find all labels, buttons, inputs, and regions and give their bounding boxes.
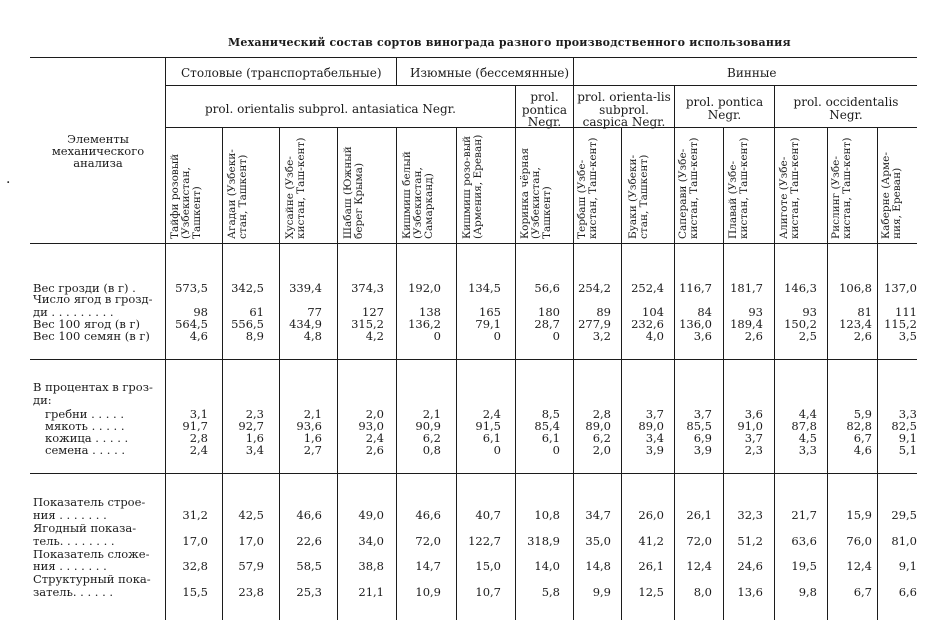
cell-seeds-100-5: 0 — [433, 329, 441, 343]
cell-berries-count-11: 93 — [748, 305, 763, 319]
cell-berries-100-5: 136,2 — [408, 317, 441, 331]
col-header-9: Буаки (Узбеки-стан, Ташкент) — [627, 154, 651, 239]
subgroup-pontica-2: prol. pontica Negr. — [685, 95, 764, 122]
label-structural-1: Структурный пока- — [33, 572, 151, 586]
cell-bunch-weight-7: 56,6 — [534, 281, 560, 295]
label-percent-1: В процентах в гроз- — [33, 380, 153, 394]
cell-seeds-100-13: 2,6 — [853, 329, 872, 343]
cell-seeds-6: 0 — [493, 443, 501, 457]
cell-pulp-1: 91,7 — [182, 419, 208, 433]
cell-bunch-weight-3: 339,4 — [289, 281, 322, 295]
cell-structure-1: 31,2 — [182, 508, 208, 522]
cell-pulp-2: 92,7 — [238, 419, 264, 433]
cell-stems-5: 2,1 — [422, 407, 441, 421]
cell-structure-13: 15,9 — [846, 508, 872, 522]
table-title: Механический состав сортов винограда разного производственного использования — [228, 36, 791, 49]
label-structure-1: Показатель строе- — [33, 495, 146, 509]
cell-seeds-4: 2,6 — [365, 443, 384, 457]
cell-seeds-3: 2,7 — [303, 443, 322, 457]
cell-berries-100-7: 28,7 — [534, 317, 560, 331]
vrule-c11 — [774, 85, 775, 620]
cell-skin-13: 6,7 — [853, 431, 872, 445]
cell-berry-9: 41,2 — [638, 534, 664, 548]
cell-structural-2: 23,8 — [238, 585, 264, 599]
cell-structure-7: 10,8 — [534, 508, 560, 522]
group-wine: Винные — [727, 66, 777, 80]
cell-skin-5: 6,2 — [422, 431, 441, 445]
cell-berries-100-6: 79,1 — [475, 317, 501, 331]
rule-block1-end — [30, 359, 917, 360]
cell-structural-12: 9,8 — [798, 585, 817, 599]
cell-berries-100-11: 189,4 — [730, 317, 763, 331]
cell-berry-14: 81,0 — [891, 534, 917, 548]
cell-stems-9: 3,7 — [645, 407, 664, 421]
cell-structure-8: 34,7 — [585, 508, 611, 522]
cell-composition-3: 58,5 — [296, 559, 322, 573]
cell-seeds-11: 2,3 — [744, 443, 763, 457]
cell-seeds-100-9: 4,0 — [645, 329, 664, 343]
label-structure-2: ния . . . . . . . — [33, 508, 107, 522]
cell-composition-2: 57,9 — [238, 559, 264, 573]
cell-skin-14: 9,1 — [898, 431, 917, 445]
cell-berry-1: 17,0 — [182, 534, 208, 548]
cell-structure-12: 21,7 — [791, 508, 817, 522]
cell-bunch-weight-1: 573,5 — [175, 281, 208, 295]
cell-skin-11: 3,7 — [744, 431, 763, 445]
cell-pulp-5: 90,9 — [415, 419, 441, 433]
cell-structure-3: 46,6 — [296, 508, 322, 522]
label-bunch-weight: Вес грозди (в г) . — [33, 281, 136, 295]
cell-berry-4: 34,0 — [358, 534, 384, 548]
cell-bunch-weight-10: 116,7 — [679, 281, 712, 295]
cell-berries-100-10: 136,0 — [679, 317, 712, 331]
cell-bunch-weight-13: 106,8 — [839, 281, 872, 295]
cell-seeds-100-7: 0 — [552, 329, 560, 343]
cell-pulp-14: 82,5 — [891, 419, 917, 433]
cell-stems-14: 3,3 — [898, 407, 917, 421]
cell-bunch-weight-14: 137,0 — [884, 281, 917, 295]
cell-bunch-weight-8: 254,2 — [578, 281, 611, 295]
cell-seeds-100-4: 4,2 — [365, 329, 384, 343]
cell-stems-3: 2,1 — [303, 407, 322, 421]
cell-seeds-13: 4,6 — [853, 443, 872, 457]
cell-skin-6: 6,1 — [482, 431, 501, 445]
vrule-c5 — [456, 127, 457, 620]
cell-stems-10: 3,7 — [693, 407, 712, 421]
cell-berries-count-4: 127 — [362, 305, 384, 319]
cell-bunch-weight-2: 342,5 — [231, 281, 264, 295]
cell-pulp-8: 89,0 — [585, 419, 611, 433]
cell-berries-100-8: 277,9 — [578, 317, 611, 331]
cell-structural-7: 5,8 — [541, 585, 560, 599]
elements-header: Элементы механического анализа — [51, 132, 145, 171]
subgroup-antasiatica: prol. orientalis subprol. antasiatica Negr. — [205, 102, 456, 116]
vrule-c7 — [573, 57, 574, 620]
cell-pulp-3: 93,6 — [296, 419, 322, 433]
subgroup-caspica: prol. orienta-lis subprol. caspica Negr. — [577, 90, 671, 130]
label-structural-2: затель. . . . . . — [33, 585, 114, 599]
cell-pulp-4: 93,0 — [358, 419, 384, 433]
cell-structure-2: 42,5 — [238, 508, 264, 522]
cell-composition-13: 12,4 — [846, 559, 872, 573]
cell-seeds-100-3: 4,8 — [303, 329, 322, 343]
vrule-c6 — [515, 85, 516, 620]
cell-structural-1: 15,5 — [182, 585, 208, 599]
col-header-6: Кишмиш розо-вый (Армения, Ереван) — [461, 134, 485, 239]
label-berries-count-2: ди . . . . . . . . . — [33, 305, 114, 319]
cell-composition-9: 26,1 — [638, 559, 664, 573]
cell-skin-9: 3,4 — [645, 431, 664, 445]
vrule-label-col — [165, 57, 166, 620]
cell-berries-100-9: 232,6 — [631, 317, 664, 331]
cell-structural-5: 10,9 — [415, 585, 441, 599]
cell-pulp-7: 85,4 — [534, 419, 560, 433]
cell-composition-5: 14,7 — [415, 559, 441, 573]
cell-pulp-13: 82,8 — [846, 419, 872, 433]
cell-berry-11: 51,2 — [737, 534, 763, 548]
cell-composition-6: 15,0 — [475, 559, 501, 573]
col-header-5: Кишмиш белый (Узбекистан, Самарканд) — [401, 151, 436, 239]
cell-composition-14: 9,1 — [898, 559, 917, 573]
cell-seeds-100-12: 2,5 — [798, 329, 817, 343]
col-header-1: Тайфи розовый (Узбекистан, Ташкент) — [169, 153, 204, 239]
cell-berries-count-10: 84 — [697, 305, 712, 319]
col-header-2: Агадаи (Узбеки-стан, Ташкент) — [226, 149, 250, 239]
rule-block2-end — [30, 473, 917, 474]
label-composition-1: Показатель сложе- — [33, 547, 150, 561]
vrule-c2 — [279, 127, 280, 620]
cell-berry-10: 72,0 — [686, 534, 712, 548]
cell-composition-1: 32,8 — [182, 559, 208, 573]
cell-berry-3: 22,6 — [296, 534, 322, 548]
cell-composition-8: 14,8 — [585, 559, 611, 573]
cell-skin-10: 6,9 — [693, 431, 712, 445]
col-header-4: Шабаш (Южный берег Крыма) — [342, 146, 366, 239]
cell-stems-13: 5,9 — [853, 407, 872, 421]
cell-pulp-12: 87,8 — [791, 419, 817, 433]
col-header-14: Каберне (Арме-ния, Ереван) — [880, 152, 904, 239]
label-skin: кожица . . . . . — [45, 431, 129, 445]
vrule-c3 — [337, 127, 338, 620]
cell-composition-11: 24,6 — [737, 559, 763, 573]
cell-berries-100-3: 434,9 — [289, 317, 322, 331]
cell-bunch-weight-12: 146,3 — [784, 281, 817, 295]
col-header-8: Тербаш (Узбе-кистан, Таш-кент) — [576, 137, 600, 239]
vrule-c4 — [396, 57, 397, 85]
cell-bunch-weight-9: 252,4 — [631, 281, 664, 295]
cell-composition-12: 19,5 — [791, 559, 817, 573]
cell-stems-12: 4,4 — [798, 407, 817, 421]
cell-berries-100-14: 115,2 — [884, 317, 917, 331]
cell-stems-4: 2,0 — [365, 407, 384, 421]
cell-berries-count-5: 138 — [419, 305, 441, 319]
rule-header-bottom — [30, 243, 917, 244]
cell-structure-14: 29,5 — [891, 508, 917, 522]
cell-berries-count-7: 180 — [538, 305, 560, 319]
cell-skin-2: 1,6 — [245, 431, 264, 445]
cell-composition-7: 14,0 — [534, 559, 560, 573]
label-berry-2: тель. . . . . . . . — [33, 534, 115, 548]
cell-pulp-6: 91,5 — [475, 419, 501, 433]
group-table: Столовые (транспортабельные) — [181, 66, 382, 80]
cell-structural-8: 9,9 — [592, 585, 611, 599]
cell-composition-10: 12,4 — [686, 559, 712, 573]
cell-structural-13: 6,7 — [853, 585, 872, 599]
cell-pulp-9: 89,0 — [638, 419, 664, 433]
cell-seeds-100-14: 3,5 — [898, 329, 917, 343]
cell-skin-12: 4,5 — [798, 431, 817, 445]
cell-seeds-100-10: 3,6 — [693, 329, 712, 343]
rule-top — [30, 57, 917, 58]
cell-berry-12: 63,6 — [791, 534, 817, 548]
cell-seeds-5: 0,8 — [422, 443, 441, 457]
cell-structure-5: 46,6 — [415, 508, 441, 522]
cell-berries-count-12: 93 — [802, 305, 817, 319]
cell-seeds-9: 3,9 — [645, 443, 664, 457]
rule-groups — [165, 85, 917, 86]
cell-seeds-100-11: 2,6 — [744, 329, 763, 343]
cell-seeds-10: 3,9 — [693, 443, 712, 457]
label-composition-2: ния . . . . . . . — [33, 559, 107, 573]
cell-berries-100-2: 556,5 — [231, 317, 264, 331]
cell-bunch-weight-5: 192,0 — [408, 281, 441, 295]
cell-bunch-weight-4: 374,3 — [351, 281, 384, 295]
label-stems: гребни . . . . . — [45, 407, 125, 421]
cell-structure-11: 32,3 — [737, 508, 763, 522]
vrule-c10 — [723, 127, 724, 620]
cell-berry-5: 72,0 — [415, 534, 441, 548]
cell-berry-7: 318,9 — [527, 534, 560, 548]
cell-structural-3: 25,3 — [296, 585, 322, 599]
cell-seeds-14: 5,1 — [898, 443, 917, 457]
col-header-12: Алиготе (Узбе-кистан, Таш-кент) — [778, 137, 802, 239]
cell-skin-7: 6,1 — [541, 431, 560, 445]
cell-skin-8: 6,2 — [592, 431, 611, 445]
vrule-c1 — [222, 127, 223, 620]
cell-berries-count-1: 98 — [193, 305, 208, 319]
cell-berries-count-13: 81 — [857, 305, 872, 319]
label-pulp: мякоть . . . . . — [45, 419, 125, 433]
stray-dot: · — [6, 175, 11, 191]
cell-seeds-12: 3,3 — [798, 443, 817, 457]
cell-berries-100-12: 150,2 — [784, 317, 817, 331]
cell-structure-10: 26,1 — [686, 508, 712, 522]
cell-stems-2: 2,3 — [245, 407, 264, 421]
subgroup-pontica-1: prol. pontica Negr. — [521, 90, 568, 130]
vrule-c9 — [674, 85, 675, 620]
vrule-c12 — [827, 127, 828, 620]
cell-structure-6: 40,7 — [475, 508, 501, 522]
cell-stems-8: 2,8 — [592, 407, 611, 421]
cell-seeds-8: 2,0 — [592, 443, 611, 457]
col-header-7: Коринка чёрная (Узбекистан, Ташкент) — [519, 147, 554, 239]
cell-berries-count-14: 111 — [895, 305, 917, 319]
cell-seeds-100-1: 4,6 — [189, 329, 208, 343]
cell-structural-11: 13,6 — [737, 585, 763, 599]
label-berries-100: Вес 100 ягод (в г) — [33, 317, 141, 331]
cell-seeds-100-8: 3,2 — [592, 329, 611, 343]
cell-berries-100-1: 564,5 — [175, 317, 208, 331]
cell-stems-1: 3,1 — [189, 407, 208, 421]
cell-berries-100-13: 123,4 — [839, 317, 872, 331]
cell-berries-count-3: 77 — [307, 305, 322, 319]
label-seeds-100: Вес 100 семян (в г) — [33, 329, 150, 343]
label-berry-1: Ягодный показа- — [33, 521, 137, 535]
cell-structural-9: 12,5 — [638, 585, 664, 599]
subgroup-occidentalis: prol. occidentalis Negr. — [793, 95, 899, 122]
cell-berry-13: 76,0 — [846, 534, 872, 548]
cell-berries-count-9: 104 — [642, 305, 664, 319]
vrule-c13 — [877, 127, 878, 620]
cell-seeds-7: 0 — [552, 443, 560, 457]
cell-seeds-100-6: 0 — [493, 329, 501, 343]
cell-pulp-10: 85,5 — [686, 419, 712, 433]
col-header-11: Плавай (Узбе-кистан, Таш-кент) — [727, 137, 751, 239]
cell-berries-count-2: 61 — [249, 305, 264, 319]
cell-berry-8: 35,0 — [585, 534, 611, 548]
cell-stems-6: 2,4 — [482, 407, 501, 421]
cell-pulp-11: 91,0 — [737, 419, 763, 433]
cell-structural-4: 21,1 — [358, 585, 384, 599]
col-header-3: Хусайне (Узбе-кистан, Таш-кент) — [284, 137, 308, 239]
col-header-10: Саперави (Узбе-кистан, Таш-кент) — [677, 137, 701, 239]
cell-structural-10: 8,0 — [693, 585, 712, 599]
cell-structure-4: 49,0 — [358, 508, 384, 522]
cell-composition-4: 38,8 — [358, 559, 384, 573]
cell-seeds-1: 2,4 — [189, 443, 208, 457]
cell-bunch-weight-6: 134,5 — [468, 281, 501, 295]
group-raisin: Изюмные (бессемянные) — [410, 66, 570, 80]
cell-stems-11: 3,6 — [744, 407, 763, 421]
label-berries-count-1: Число ягод в грозд- — [33, 292, 153, 306]
cell-bunch-weight-11: 181,7 — [730, 281, 763, 295]
cell-berries-count-6: 165 — [479, 305, 501, 319]
cell-structural-14: 6,6 — [898, 585, 917, 599]
cell-skin-1: 2,8 — [189, 431, 208, 445]
cell-berries-100-4: 315,2 — [351, 317, 384, 331]
cell-stems-7: 8,5 — [541, 407, 560, 421]
col-header-13: Рислинг (Узбе-кистан, Таш-кент) — [830, 137, 854, 239]
vrule-c8 — [621, 127, 622, 620]
cell-berry-6: 122,7 — [468, 534, 501, 548]
cell-seeds-2: 3,4 — [245, 443, 264, 457]
cell-skin-3: 1,6 — [303, 431, 322, 445]
cell-structural-6: 10,7 — [475, 585, 501, 599]
vrule-c4b — [396, 127, 397, 620]
cell-structure-9: 26,0 — [638, 508, 664, 522]
label-seeds: семена . . . . . — [45, 443, 126, 457]
cell-berry-2: 17,0 — [238, 534, 264, 548]
cell-berries-count-8: 89 — [596, 305, 611, 319]
label-percent-2: ди: — [33, 393, 52, 407]
cell-skin-4: 2,4 — [365, 431, 384, 445]
cell-seeds-100-2: 8,9 — [245, 329, 264, 343]
